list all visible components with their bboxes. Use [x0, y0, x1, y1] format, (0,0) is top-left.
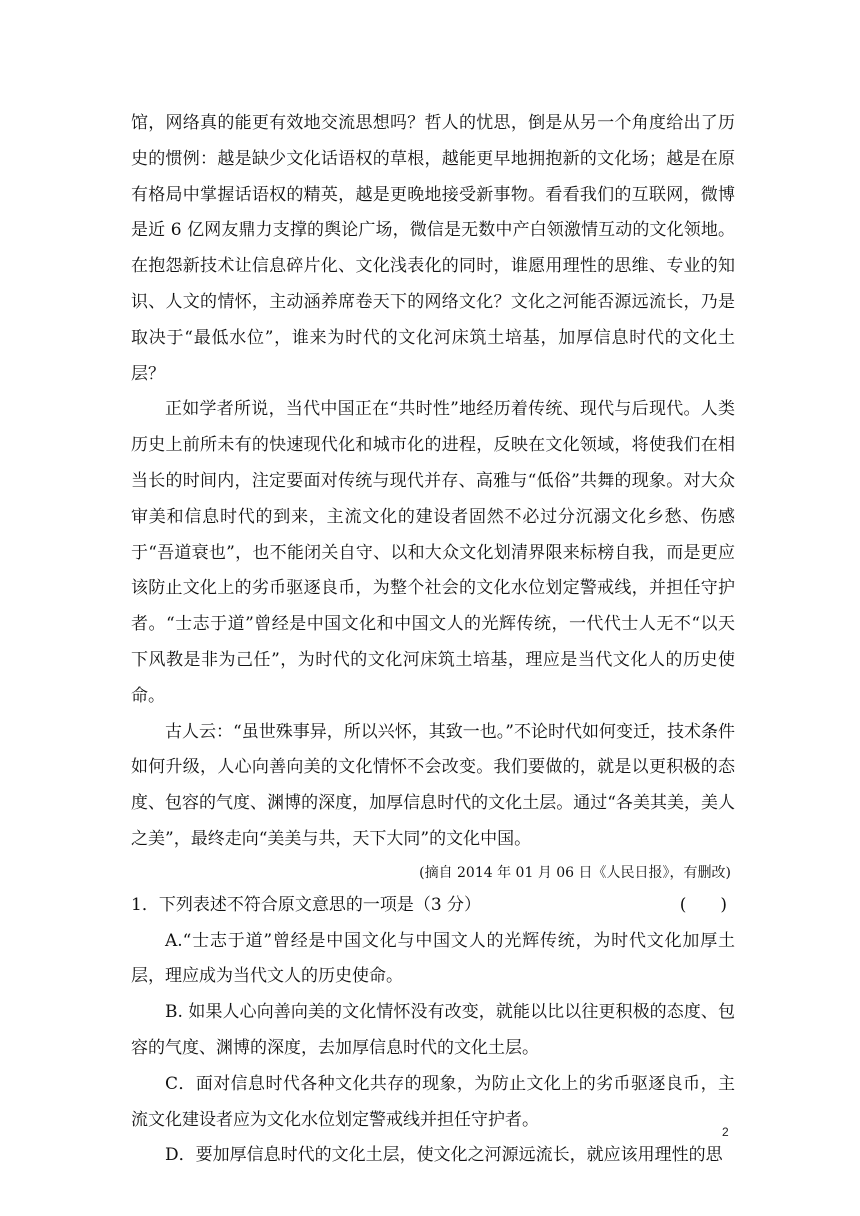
option-d: D．要加厚信息时代的文化土层，使文化之河源远流长，就应该用理性的思 — [165, 1145, 723, 1166]
option-b: B. 如果人心向善向美的文化情怀没有改变，就能以比以往更积极的态度、包容的气度、渊博的深度，去加厚信息时代的文化土层。 — [131, 1002, 735, 1058]
option-a: A.“士志于道”曾经是中国文化与中国文人的光辉传统，为时代文化加厚土层，理应成为当代文人的历史使命。 — [131, 930, 735, 987]
source-citation: (摘自 2014 年 01 月 06 日《人民日报》，有删改) — [419, 864, 731, 881]
document-body — [131, 106, 735, 1174]
paragraph-continued: 馆，网络真的能更有效地交流思想吗？哲人的忧思，倒是从另一个角度给出了历史的惯例：越是缺少文化话语权的草根，越能更早地拥抱新的文化场；越是在原有格局中掌握话语权的精英，越是更晚地接受新事物。看看我们的互联网，微博是近 6 亿网友鼎力支撑的舆论广场，微信是无数中产白领激情互动的文化领地。在抱怨新技术让信息碎片化、文化浅表化的同时，谁愿用理性的思维、专业的知识、人文的情怀，主动涵养席卷天下的网络文化？文化之河能否源远流长，乃是取决于“最低水位”，谁来为时代的文化河床筑土培基，加厚信息时代的文化土层？ — [131, 113, 735, 384]
question-1 — [131, 888, 735, 924]
page-number: 2 — [722, 1125, 729, 1139]
paragraph-scholar-view: 正如学者所说，当代中国正在“共时性”地经历着传统、现代与后现代。人类历史上前所未有的快速现代化和城市化的进程，反映在文化领域，将使我们在相当长的时间内，注定要面对传统与现代并存、高雅与“低俗”共舞的现象。对大众审美和信息时代的到来，主流文化的建设者固然不必过分沉溺文化乡愁、伤感于“吾道衰也”，也不能闭关自守、以和大众文化划清界限来标榜自我，而是更应该防止文化上的劣币驱逐良币，为整个社会的文化水位划定警戒线，并担任守护者。“士志于道”曾经是中国文化和中国文人的光辉传统，一代代士人无不“以天下风教是非为己任”，为时代的文化河床筑土培基，理应是当代文化人的历史使命。 — [131, 399, 735, 706]
answer-blank: ( ) — [679, 894, 727, 915]
question-1-stem: 1．下列表述不符合原文意思的一项是（3 分） — [131, 894, 482, 915]
option-c: C．面对信息时代各种文化共存的现象，为防止文化上的劣币驱逐良币，主流文化建设者应为文化水位划定警戒线并担任守护者。 — [131, 1073, 735, 1130]
paragraph-conclusion: 古人云：“虽世殊事异，所以兴怀，其致一也。”不论时代如何变迁，技术条件如何升级，人心向善向美的文化情怀不会改变。我们要做的，就是以更积极的态度、包容的气度、渊博的深度，加厚信息时代的文化土层。通过“各美其美，美人之美”，最终走向“美美与共，天下大同”的文化中国。 — [131, 721, 735, 849]
